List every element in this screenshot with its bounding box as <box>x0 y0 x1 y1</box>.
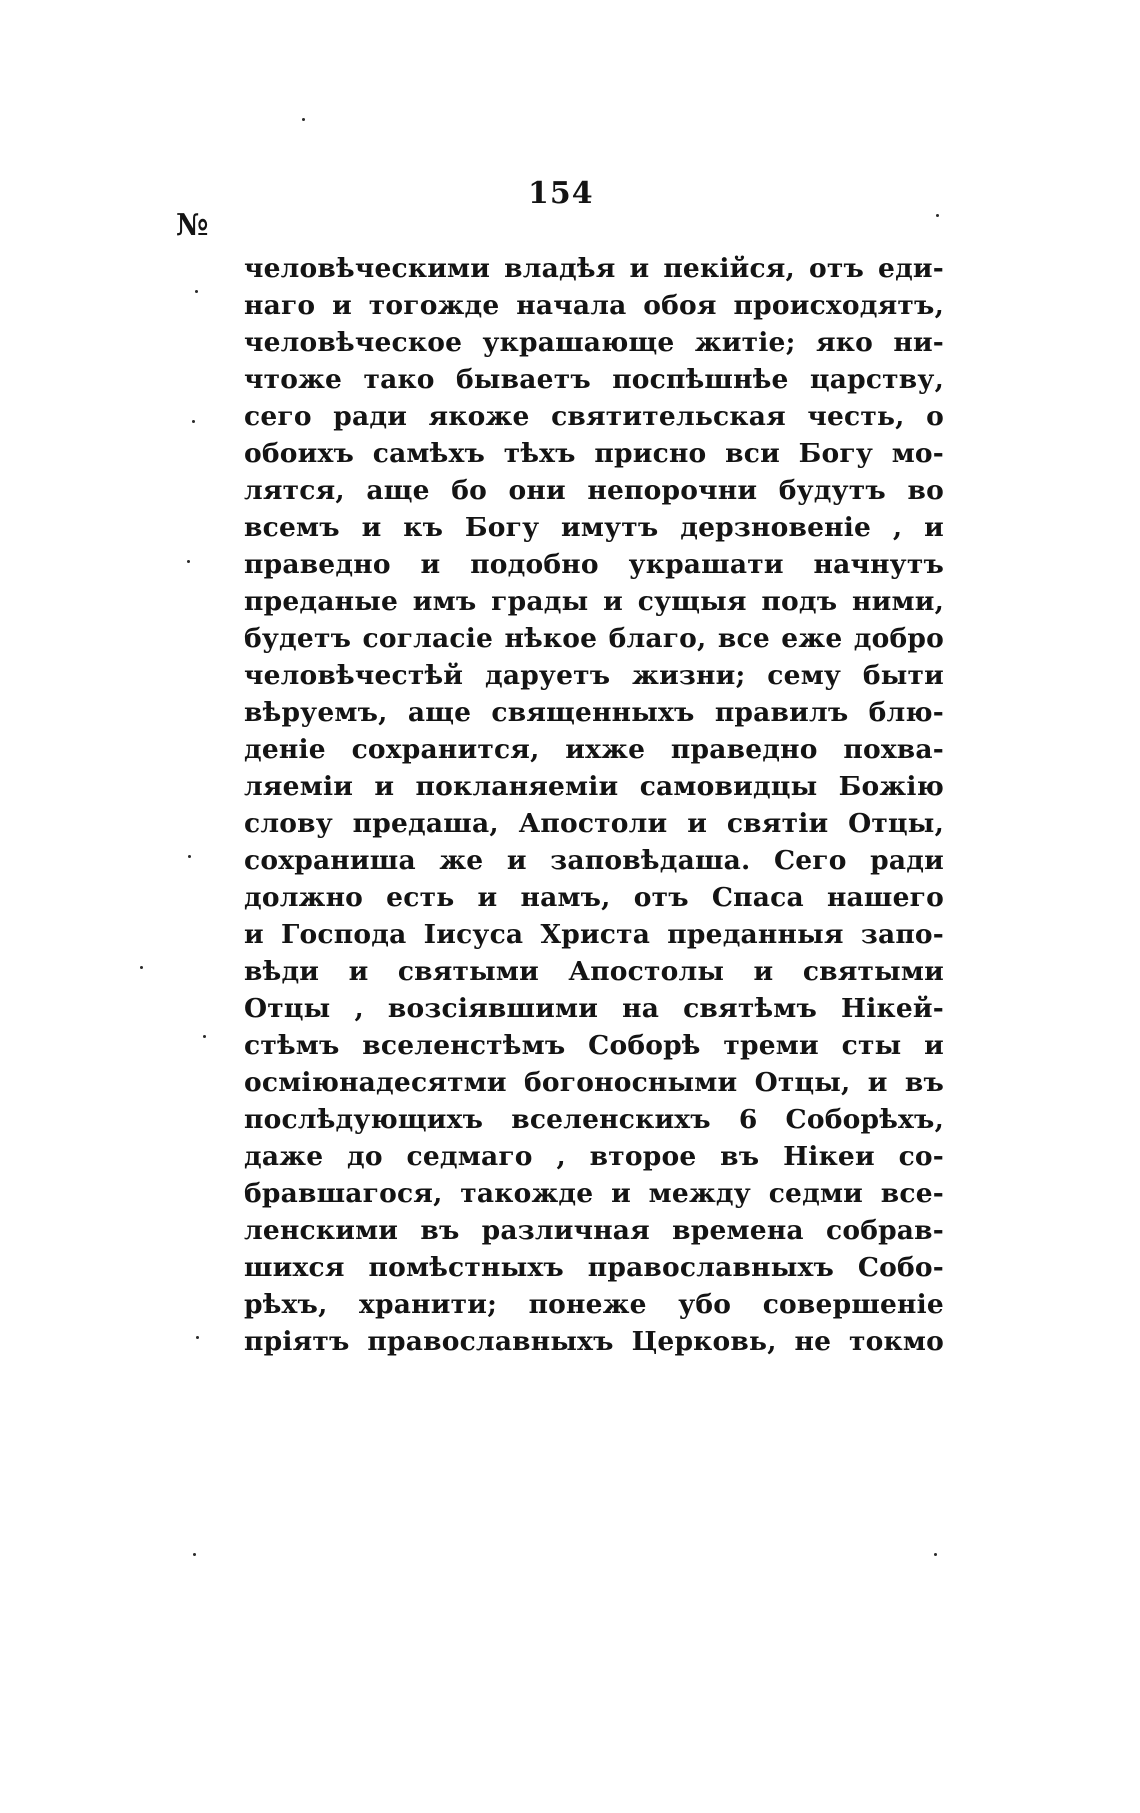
print-speck <box>196 1336 199 1339</box>
text-line: ляеміи и покланяеміи самовидцы Божію <box>244 771 944 802</box>
print-speck <box>203 1035 206 1038</box>
text-line: деніе сохранится, ихже праведно похва- <box>244 734 944 765</box>
text-line: послѣдующихъ вселенскихъ 6 Соборѣхъ, <box>244 1104 944 1135</box>
print-speck <box>936 214 939 217</box>
print-speck <box>195 290 198 293</box>
text-line: обоихъ самѣхъ тѣхъ присно вси Богу мо- <box>244 438 944 469</box>
text-line: человѣчестѣй даруетъ жизни; сему быти <box>244 660 944 691</box>
text-line: Отцы , возсіявшими на святѣмъ Нікей- <box>244 993 944 1024</box>
text-line: человѣческое украшающе житіе; яко ни- <box>244 327 944 358</box>
text-line: и Господа Іисуса Христа преданныя запо- <box>244 919 944 950</box>
text-line: сохраниша же и заповѣдаша. Сего ради <box>244 845 944 876</box>
text-line: слову предаша, Апостоли и святіи Отцы, <box>244 808 944 839</box>
text-line: человѣческими владѣя и пекійся, отъ еди- <box>244 253 944 284</box>
print-speck <box>188 855 191 858</box>
print-speck <box>302 118 305 121</box>
text-line: преданые имъ грады и сущыя подъ ними, <box>244 586 944 617</box>
text-line: наго и тогожде начала обоя происходятъ, <box>244 290 944 321</box>
text-line: стѣмъ вселенстѣмъ Соборѣ треми сты и <box>244 1030 944 1061</box>
text-line: должно есть и намъ, отъ Спаса нашего <box>244 882 944 913</box>
text-line: всемъ и къ Богу имутъ дерзновеніе , и <box>244 512 944 543</box>
text-line: чтоже тако бываетъ поспѣшнѣе царству, <box>244 364 944 395</box>
print-speck <box>187 560 190 563</box>
text-line: сего ради якоже святительская честь, о <box>244 401 944 432</box>
marginal-mark: № <box>176 208 209 243</box>
print-speck <box>140 966 143 969</box>
text-line: вѣруемъ, аще священныхъ правилъ блю- <box>244 697 944 728</box>
text-line: осміюнадесятми богоносными Отцы, и въ <box>244 1067 944 1098</box>
text-line: шихся помѣстныхъ православныхъ Собо- <box>244 1252 944 1283</box>
text-line: ленскими въ различная времена собрав- <box>244 1215 944 1246</box>
text-line: пріятъ православныхъ Церковь, не токмо <box>244 1326 944 1357</box>
page-number: 154 <box>528 176 594 211</box>
text-line: лятся, аще бо они непорочни будутъ во <box>244 475 944 506</box>
body-text <box>244 250 944 1360</box>
text-line: будетъ согласіе нѣкое благо, все еже добро <box>244 623 944 654</box>
print-speck <box>934 1553 937 1556</box>
text-line: бравшагося, такожде и между седми все- <box>244 1178 944 1209</box>
text-line: вѣди и святыми Апостолы и святыми <box>244 956 944 987</box>
text-line: рѣхъ, хранити; понеже убо совершеніе <box>244 1289 944 1320</box>
text-line: даже до седмаго , второе въ Нікеи со- <box>244 1141 944 1172</box>
print-speck <box>192 420 195 423</box>
text-line: праведно и подобно украшати начнутъ <box>244 549 944 580</box>
print-speck <box>193 1553 196 1556</box>
